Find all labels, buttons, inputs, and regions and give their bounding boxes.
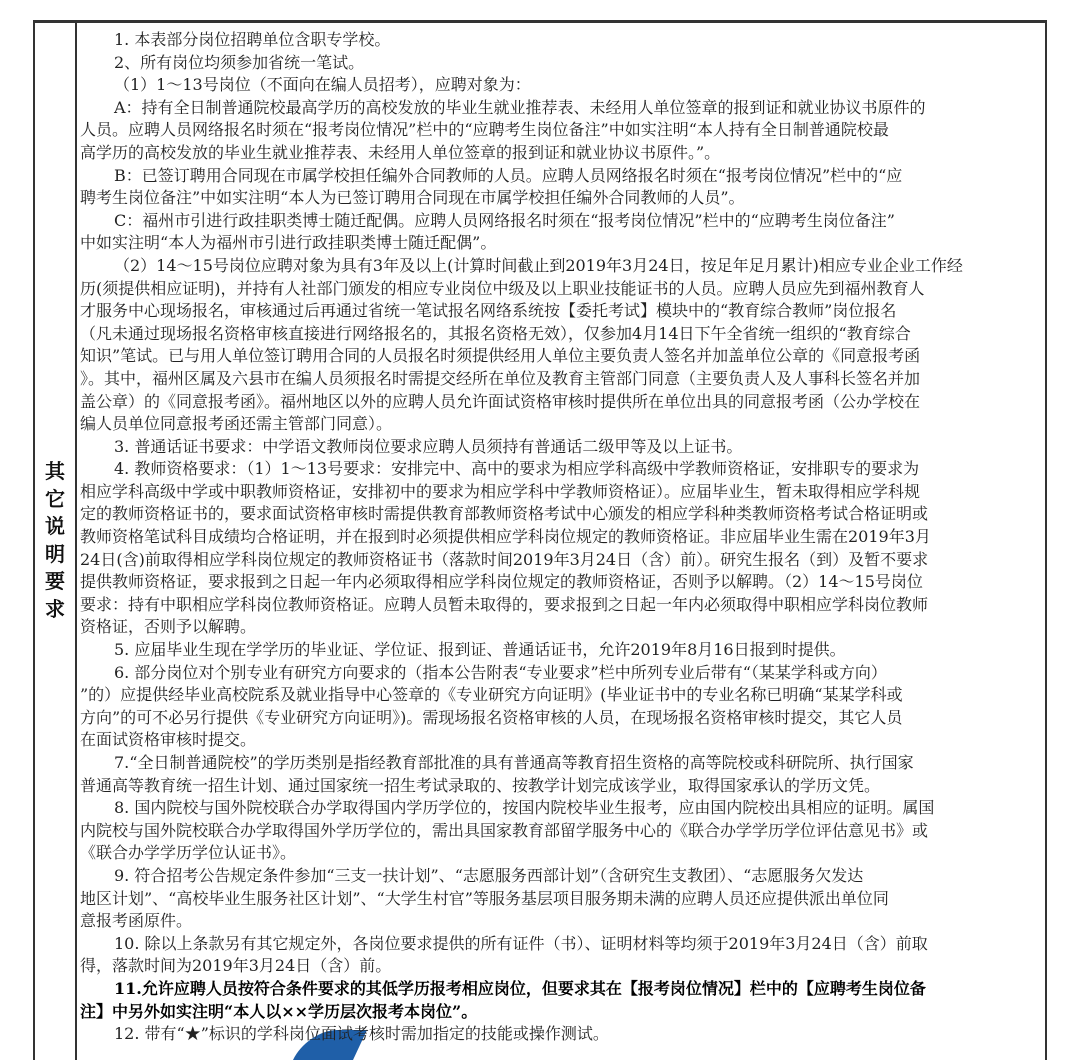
text-line: 5. 应届毕业生现在学学历的毕业证、学位证、报到证、普通话证书，允许2019年8月16日报到时提供。 [114,640,846,660]
text-line: 意报考函原件。 [80,911,193,931]
text-line: 资格证，否则予以解聘。 [80,617,257,637]
text-line: 地区计划”、“高校毕业生服务社区计划”、“大学生村官”等服务基层项目服务期未满的应聘人员还应提供派出单位同 [80,888,889,908]
section-label-char: 它 [45,486,65,511]
text-line: 中如实注明“本人为福州市引进行政挂职类博士随迁配偶”。 [80,233,497,253]
text-line: A：持有全日制普通院校最高学历的高校发放的毕业生就业推荐表、未经用人单位签章的报到证和就业协议书原件的 [114,97,926,117]
section-label-char: 其 [45,459,65,483]
text-line: C：福州市引进行政挂职类博士随迁配偶。应聘人员网络报名时须在“报考岗位情况”栏中的“应聘考生岗位备注” [114,210,895,230]
requirement-paragraph [80,639,1045,662]
text-line: 内院校与国外院校联合办学取得国外学历学位的，需出具国家教育部留学服务中心的《联合办学学历学位评估意见书》或 [80,820,929,840]
requirement-paragraph [80,662,1045,752]
section-label-other-requirements [35,458,75,623]
text-line: 4. 教师资格要求：（1）1～13号要求：安排完中、高中的要求为相应学科高级中学教师资格证，安排职专的要求为 [114,459,920,479]
text-line: 方向”的可不必另行提供《专业研究方向证明》)。需现场报名资格审核的人员，在现场报名资格审核时提交，其它人员 [80,707,903,727]
requirement-paragraph [80,29,1045,52]
text-line: 定的教师资格证书的，要求面试资格审核时需提供教育部教师资格考试中心颁发的相应学科种类教师资格考试合格证明或 [80,504,929,524]
text-line: ”的）应提供经毕业高校院系及就业指导中心签章的《专业研究方向证明》(毕业证书中的专业名称已明确“某某学科或 [80,685,903,705]
text-line: 才服务中心现场报名，审核通过后再通过省统一笔试报名网络系统按【委托考试】模块中的“教育综合教师”岗位报名 [80,301,897,321]
section-label-char: 说 [45,514,65,538]
text-line: 盖公章）的《同意报考函》。福州地区以外的应聘人员允许面试资格审核时提供所在单位出具的同意报考函（公办学校在 [80,391,921,411]
text-line: 1. 本表部分岗位招聘单位含职专学校。 [114,30,391,49]
text-line: B：已签订聘用合同现在市属学校担任编外合同教师的人员。应聘人员网络报名时须在“报考岗位情况”栏中的“应 [114,165,903,185]
requirement-paragraph [80,752,1045,797]
text-line: 普通高等教育统一招生计划、通过国家统一招生考试录取的、按教学计划完成该学业，取得国家承认的学历文凭。 [80,775,881,795]
text-line: 历(须提供相应证明)，并持有人社部门颁发的相应专业岗位中级及以上职业技能证书的人员。应聘人员应先到福州教育人 [80,278,925,298]
text-line: 8. 国内院校与国外院校联合办学取得国内学历学位的，按国内院校毕业生报考，应由国内院校出具相应的证明。属国 [114,798,935,818]
text-line: 聘考生岗位备注”中如实注明“本人为已签订聘用合同现在市属学校担任编外合同教师的人员”。 [80,188,745,208]
requirements-text [80,29,1045,1046]
section-label-char: 求 [45,596,65,621]
section-label-char: 要 [45,569,65,593]
requirement-paragraph [80,797,1045,865]
requirement-paragraph [80,165,1045,210]
text-line: 高学历的高校发放的毕业生就业推荐表、未经用人单位签章的报到证和就业协议书原件。”。 [80,142,721,162]
requirement-paragraph [80,978,1045,1023]
text-line: （2）14～15号岗位应聘对象为具有3年及以上(计算时间截止到2019年3月24日，按足年足月累计)相应专业企业工作经 [114,255,963,275]
text-line: 6. 部分岗位对个别专业有研究方向要求的（指本公告附表“专业要求”栏中所列专业后带有“（某某学科或方向） [114,662,887,682]
text-line: 相应学科高级中学或中职教师资格证，安排初中的要求为相应学科中学教师资格证）。应届毕业生，暂未取得相应学科规 [80,481,921,501]
text-line: 《联合办学学历学位认证书》。 [80,843,297,863]
section-label-char: 明 [45,541,65,566]
requirement-paragraph [80,436,1045,459]
text-line: 知识”笔试。已与用人单位签订聘用合同的人员报名时须提供经用人单位主要负责人签名并加盖单位公章的《同意报考函 [80,346,921,366]
text-line: 2、所有岗位均须参加省统一笔试。 [114,52,365,72]
text-line: 9. 符合招考公告规定条件参加“三支一扶计划”、“志愿服务西部计划”（含研究生支教团）、“志愿服务欠发达 [114,865,864,885]
text-line: 人员。应聘人员网络报名时须在“报考岗位情况”栏中的“应聘考生岗位备注”中如实注明“本人持有全日制普通院校最 [80,120,889,140]
text-line: 得，落款时间为2019年3月24日（含）前。 [80,956,392,976]
text-line: 编人员单位同意报考函还需主管部门同意）。 [80,414,393,434]
text-line: 3. 普通话证书要求：中学语文教师岗位要求应聘人员须持有普通话二级甲等及以上证书。 [114,436,743,456]
requirement-paragraph [80,458,1045,639]
requirement-paragraph [80,74,1045,97]
requirement-paragraph [80,865,1045,933]
text-line: （凡未通过现场报名资格审核直接进行网络报名的，其报名资格无效），仅参加4月14日下午全省统一组织的“教育综合 [80,323,911,343]
text-line: 教师资格笔试科目成绩均合格证明，并在报到时必须提供相应学科岗位规定的教师资格证。非应届毕业生需在2019年3月 [80,527,931,547]
requirement-paragraph [80,255,1045,436]
column-divider [75,20,77,1060]
text-line: 要求：持有中职相应学科岗位教师资格证。应聘人员暂未取得的，要求报到之日起一年内必须取得中职相应学科岗位教师 [80,594,929,614]
requirement-paragraph [80,97,1045,165]
text-line: 7.“全日制普通院校”的学历类别是指经教育部批准的具有普通高等教育招生资格的高等院校或科研院所、执行国家 [114,753,914,772]
text-line: 提供教师资格证，要求报到之日起一年内必须取得相应学科岗位规定的教师资格证，否则予以解聘。（2）14～15号岗位 [80,572,923,592]
requirement-paragraph [80,933,1045,978]
requirement-paragraph [80,210,1045,255]
requirement-paragraph [80,52,1045,75]
text-line: 10. 除以上条款另有其它规定外，各岗位要求提供的所有证件（书）、证明材料等均须于2019年3月24日（含）前取 [114,933,928,953]
requirement-paragraph [80,1023,1045,1046]
text-line: 注】中另外如实注明“本人以××学历层次报考本岗位”。 [80,1001,478,1021]
text-line: 11.允许应聘人员按符合条件要求的其低学历报考相应岗位，但要求其在【报考岗位情况】栏中的【应聘考生岗位备 [114,978,926,998]
text-line: （1）1～13号岗位（不面向在编人员招考），应聘对象为： [114,75,531,95]
text-line: 24日(含)前取得相应学科岗位规定的教师资格证书（落款时间2019年3月24日（含）前）。研究生报名（到）及暂不要求 [80,549,929,569]
text-line: 在面试资格审核时提交。 [80,730,257,750]
text-line: 》。其中，福州区属及六县市在编人员须报名时需提交经所在单位及教育主管部门同意（主要负责人及人事科长签名并加 [80,368,921,388]
text-line: 12. 带有“★”标识的学科岗位面试考核时需加指定的技能或操作测试。 [114,1024,609,1044]
